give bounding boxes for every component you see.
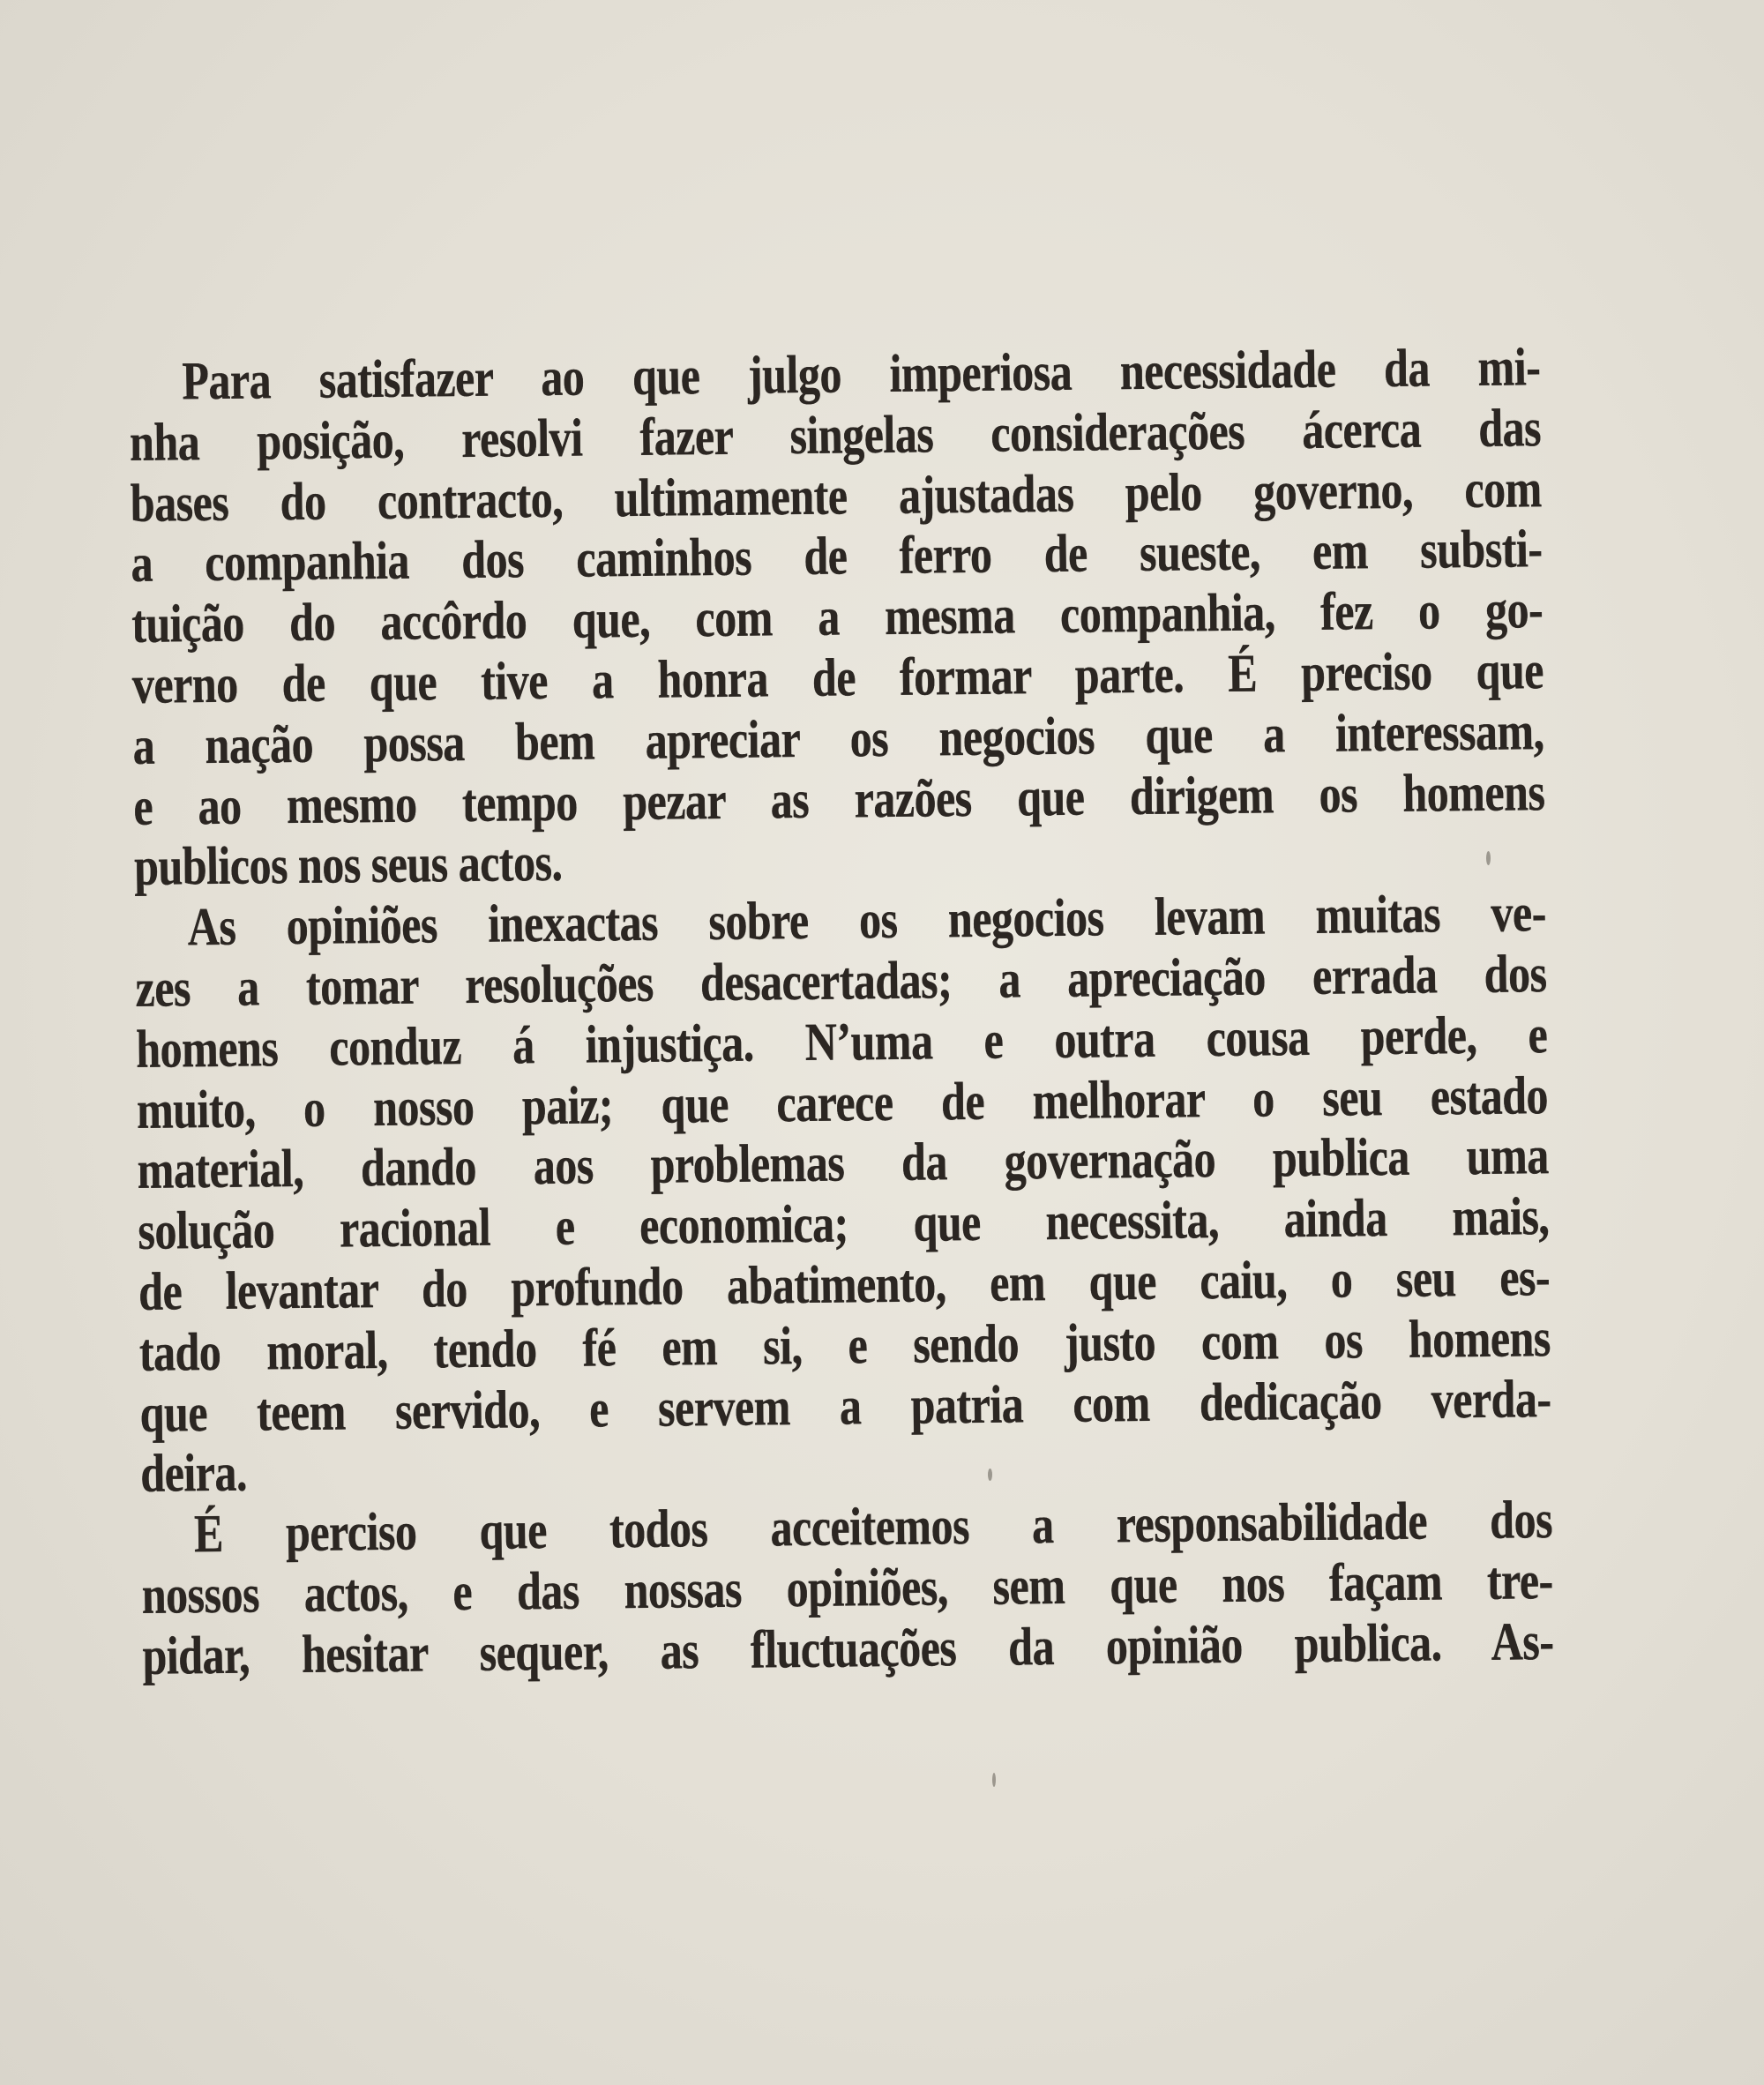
page-text bbox=[129, 336, 1554, 1685]
paper-speck bbox=[988, 1468, 992, 1481]
text-line-content: tuição do accôrdo que, com a mesma companhia, fez o go- bbox=[131, 579, 1544, 654]
text-line-content: a nação possa bem apreciar os negocios que a interessam, bbox=[132, 700, 1544, 776]
text-line-content: e ao mesmo tempo pezar as razões que dirigem os homens bbox=[133, 760, 1545, 836]
text-line-content: pidar, hesitar sequer, as fluctuações da opinião publica. As- bbox=[142, 1610, 1554, 1685]
text-line-content: As opiniões inexactas sobre os negocios levam muitas ve- bbox=[187, 882, 1547, 957]
text-line-content: nossos actos, e das nossas opiniões, sem que nos façam tre- bbox=[141, 1550, 1554, 1625]
text-line-content: verno de que tive a honra de formar parte. É preciso que bbox=[131, 639, 1544, 715]
text-line-content: deira. bbox=[139, 1442, 248, 1504]
paper-speck bbox=[992, 1773, 996, 1787]
text-line-content: publicos nos seus actos. bbox=[133, 832, 563, 897]
text-line-content: a companhia dos caminhos de ferro de sueste, em substi- bbox=[131, 518, 1543, 594]
text-line-content: que teem servido, e servem a patria com dedicação verda- bbox=[139, 1367, 1551, 1443]
paragraph bbox=[141, 1489, 1554, 1685]
text-line-content: solução racional e economica; que necessita, ainda mais, bbox=[138, 1185, 1550, 1261]
text-line-content: nha posição, resolvi fazer singelas considerações ácerca das bbox=[129, 397, 1542, 473]
paragraph bbox=[134, 882, 1551, 1504]
text-line-content: homens conduz á injustiça. N’uma e outra cousa perde, e bbox=[135, 1003, 1548, 1080]
text-line-content: tado moral, tendo fé em si, e sendo justo com os homens bbox=[138, 1306, 1551, 1383]
paper-speck bbox=[1486, 851, 1491, 865]
text-line-content: material, dando aos problemas da governação publica uma bbox=[137, 1125, 1549, 1200]
text-line-content: de levantar do profundo abatimento, em que caiu, o seu es- bbox=[138, 1246, 1551, 1322]
text-line-content: bases do contracto, ultimamente ajustadas pelo governo, com bbox=[130, 457, 1543, 533]
paragraph bbox=[129, 336, 1545, 897]
text-line-content: É perciso que todos acceitemos a responsabilidade dos bbox=[193, 1489, 1553, 1564]
text-line-content: muito, o nosso paiz; que carece de melhorar o seu estado bbox=[136, 1064, 1549, 1140]
text-line-content: zes a tomar resoluções desacertadas; a apreciação errada dos bbox=[135, 943, 1547, 1019]
text-line-content: Para satisfazer ao que julgo imperiosa necessidade da mi- bbox=[181, 336, 1541, 411]
